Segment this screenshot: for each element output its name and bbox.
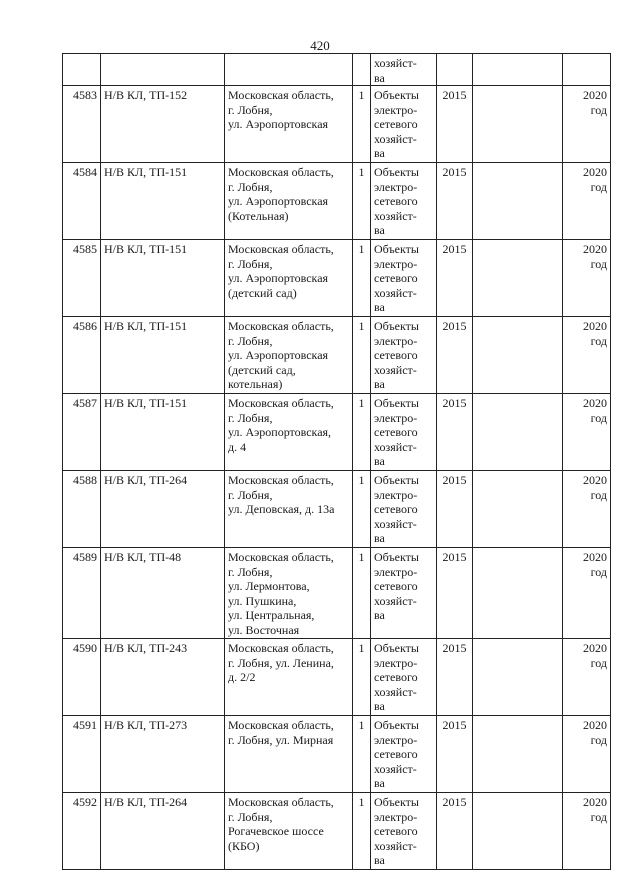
- quantity-cell: [353, 548, 371, 639]
- empty-cell: [473, 793, 563, 870]
- category-cell: [371, 86, 437, 163]
- empty-cell: [473, 548, 563, 639]
- term-cell: [563, 639, 611, 716]
- cell-text: Объекты электро- сетевого хозяйст- ва: [374, 550, 419, 622]
- term-cell: [563, 317, 611, 394]
- cell-text: Московская область, г. Лобня, ул. Деповская, д. 13а: [228, 473, 335, 516]
- cell-text: 4592: [73, 795, 97, 809]
- address-cell: [225, 317, 353, 394]
- cell-text: 2020 год: [583, 550, 607, 579]
- name-cell: [101, 317, 225, 394]
- cell-text: Объекты электро- сетевого хозяйст- ва: [374, 165, 419, 237]
- empty-cell: [473, 163, 563, 240]
- cell-text: Московская область, г. Лобня, ул. Мирная: [228, 718, 334, 747]
- address-cell: [225, 471, 353, 548]
- category-cell: [371, 240, 437, 317]
- quantity-cell: [353, 163, 371, 240]
- cell-text: Н/В КЛ, ТП-151: [104, 319, 188, 333]
- name-cell: [101, 394, 225, 471]
- category-cell: [371, 317, 437, 394]
- table-row: [63, 793, 611, 870]
- cell-text: Объекты электро- сетевого хозяйст- ва: [374, 641, 419, 713]
- quantity-cell: [353, 793, 371, 870]
- cell-text: 4583: [73, 88, 97, 102]
- registry-table: [62, 53, 611, 870]
- year-cell: [437, 163, 473, 240]
- address-cell: [225, 163, 353, 240]
- cell-text: Объекты электро- сетевого хозяйст- ва: [374, 319, 419, 391]
- quantity-cell: [353, 86, 371, 163]
- table-row: [63, 639, 611, 716]
- cell-text: Московская область, г. Лобня, ул. Аэропортовская (детский сад): [228, 242, 334, 300]
- number-cell: [63, 86, 101, 163]
- cell-text: 2015: [442, 396, 467, 410]
- cell-text: Н/В КЛ, ТП-151: [104, 242, 188, 256]
- address-cell: [225, 394, 353, 471]
- empty-cell: [473, 394, 563, 471]
- cell-text: 1: [358, 473, 365, 487]
- cell-text: 4584: [73, 165, 97, 179]
- cell-text: Н/В КЛ, ТП-264: [104, 473, 188, 487]
- term-cell: [563, 471, 611, 548]
- year-cell: [437, 716, 473, 793]
- quantity-cell: [353, 240, 371, 317]
- name-cell: [101, 716, 225, 793]
- cell-text: Московская область, г. Лобня, ул. Ленина, д. 2/2: [228, 641, 334, 684]
- table-row: [63, 471, 611, 548]
- year-cell: [437, 471, 473, 548]
- address-cell: [225, 86, 353, 163]
- number-cell: [63, 163, 101, 240]
- cell-text: 1: [358, 165, 365, 179]
- cell-text: Н/В КЛ, ТП-151: [104, 396, 188, 410]
- cell-text: 2015: [442, 242, 467, 256]
- table-row: [63, 716, 611, 793]
- term-cell: [563, 394, 611, 471]
- cell-text: Н/В КЛ, ТП-151: [104, 165, 188, 179]
- cell-text: 4590: [73, 641, 97, 655]
- table-row: [63, 86, 611, 163]
- name-cell: [101, 240, 225, 317]
- table-row: [63, 317, 611, 394]
- quantity-cell: [353, 317, 371, 394]
- cell-text: Московская область, г. Лобня, ул. Лермонтова, ул. Пушкина, ул. Центральная, ул. Восточная: [228, 550, 334, 637]
- cell-text: Московская область, г. Лобня, ул. Аэропортовская: [228, 88, 334, 131]
- quantity-cell: [353, 471, 371, 548]
- quantity-cell: [353, 716, 371, 793]
- term-cell: [563, 548, 611, 639]
- cell-text: 2020 год: [583, 242, 607, 271]
- number-cell: [63, 317, 101, 394]
- year-cell: [437, 394, 473, 471]
- term-cell: [563, 793, 611, 870]
- cell-text: 2015: [442, 641, 467, 655]
- year-cell: [437, 240, 473, 317]
- category-cell: [371, 471, 437, 548]
- empty-cell: [473, 716, 563, 793]
- cell-text: 4587: [73, 396, 97, 410]
- address-cell: [225, 240, 353, 317]
- cell-text: 2015: [442, 319, 467, 333]
- category-cell: [371, 163, 437, 240]
- cell-text: 4588: [73, 473, 97, 487]
- cell-text: 1: [358, 242, 365, 256]
- cell-text: Объекты электро- сетевого хозяйст- ва: [374, 718, 419, 790]
- cell-text: Н/В КЛ, ТП-243: [104, 641, 188, 655]
- cell-text: 1: [358, 641, 365, 655]
- cell-text: Объекты электро- сетевого хозяйст- ва: [374, 88, 419, 160]
- address-cell: [225, 639, 353, 716]
- cell-text: 4585: [73, 242, 97, 256]
- number-cell: [63, 240, 101, 317]
- empty-cell: [473, 86, 563, 163]
- empty-cell: [473, 317, 563, 394]
- cell-text: 2015: [442, 88, 467, 102]
- year-cell: [437, 793, 473, 870]
- cell-text: 2020 год: [583, 165, 607, 194]
- cell-text: 2020 год: [583, 88, 607, 117]
- number-cell: [63, 394, 101, 471]
- cell-text: 4589: [73, 550, 97, 564]
- number-cell: [63, 716, 101, 793]
- cell-text: 1: [358, 88, 365, 102]
- table-row: [63, 240, 611, 317]
- name-cell: [101, 793, 225, 870]
- table-row: [63, 548, 611, 639]
- cell-text: 2015: [442, 795, 467, 809]
- cell-text: 2020 год: [583, 396, 607, 425]
- cell-text: 1: [358, 718, 365, 732]
- year-cell: [437, 86, 473, 163]
- continuation-category-cell: [371, 54, 437, 86]
- year-cell: [437, 639, 473, 716]
- category-cell: [371, 716, 437, 793]
- number-cell: [63, 548, 101, 639]
- term-cell: [563, 716, 611, 793]
- year-cell: [437, 317, 473, 394]
- cell-text: хозяйст- ва: [374, 56, 417, 85]
- category-cell: [371, 548, 437, 639]
- empty-cell: [473, 639, 563, 716]
- cell-text: 2020 год: [583, 795, 607, 824]
- cell-text: Н/В КЛ, ТП-152: [104, 88, 188, 102]
- cell-text: Объекты электро- сетевого хозяйст- ва: [374, 795, 419, 867]
- cell-text: Московская область, г. Лобня, ул. Аэропортовская, д. 4: [228, 396, 334, 454]
- cell-text: 2020 год: [583, 641, 607, 670]
- address-cell: [225, 548, 353, 639]
- term-cell: [563, 240, 611, 317]
- cell-text: Московская область, г. Лобня, ул. Аэропортовская (детский сад, котельная): [228, 319, 334, 391]
- name-cell: [101, 471, 225, 548]
- cell-text: 1: [358, 396, 365, 410]
- table-body: [63, 54, 611, 870]
- term-cell: [563, 86, 611, 163]
- cell-text: 2020 год: [583, 473, 607, 502]
- cell-text: 2015: [442, 718, 467, 732]
- table-row: [63, 394, 611, 471]
- cell-text: Московская область, г. Лобня, ул. Аэропортовская (Котельная): [228, 165, 334, 223]
- number-cell: [63, 471, 101, 548]
- empty-cell: [473, 471, 563, 548]
- year-cell: [437, 548, 473, 639]
- cell-text: 2015: [442, 473, 467, 487]
- cell-text: 4591: [73, 718, 97, 732]
- number-cell: [63, 639, 101, 716]
- continuation-row: [63, 54, 611, 86]
- cell-text: 4586: [73, 319, 97, 333]
- table-row: [63, 163, 611, 240]
- number-cell: [63, 793, 101, 870]
- address-cell: [225, 793, 353, 870]
- cell-text: Н/В КЛ, ТП-48: [104, 550, 182, 564]
- name-cell: [101, 639, 225, 716]
- name-cell: [101, 163, 225, 240]
- name-cell: [101, 86, 225, 163]
- category-cell: [371, 639, 437, 716]
- cell-text: Объекты электро- сетевого хозяйст- ва: [374, 242, 419, 314]
- term-cell: [563, 163, 611, 240]
- cell-text: Объекты электро- сетевого хозяйст- ва: [374, 473, 419, 545]
- cell-text: 2020 год: [583, 718, 607, 747]
- name-cell: [101, 548, 225, 639]
- cell-text: 1: [358, 795, 365, 809]
- address-cell: [225, 716, 353, 793]
- cell-text: Объекты электро- сетевого хозяйст- ва: [374, 396, 419, 468]
- cell-text: Н/В КЛ, ТП-273: [104, 718, 188, 732]
- page-number: 420: [310, 38, 330, 53]
- category-cell: [371, 394, 437, 471]
- cell-text: Московская область, г. Лобня, Рогачевское шоссе (КБО): [228, 795, 334, 853]
- cell-text: 2015: [442, 550, 467, 564]
- cell-text: 2020 год: [583, 319, 607, 348]
- quantity-cell: [353, 639, 371, 716]
- cell-text: 1: [358, 550, 365, 564]
- cell-text: 2015: [442, 165, 467, 179]
- quantity-cell: [353, 394, 371, 471]
- cell-text: 1: [358, 319, 365, 333]
- category-cell: [371, 793, 437, 870]
- cell-text: Н/В КЛ, ТП-264: [104, 795, 188, 809]
- empty-cell: [473, 240, 563, 317]
